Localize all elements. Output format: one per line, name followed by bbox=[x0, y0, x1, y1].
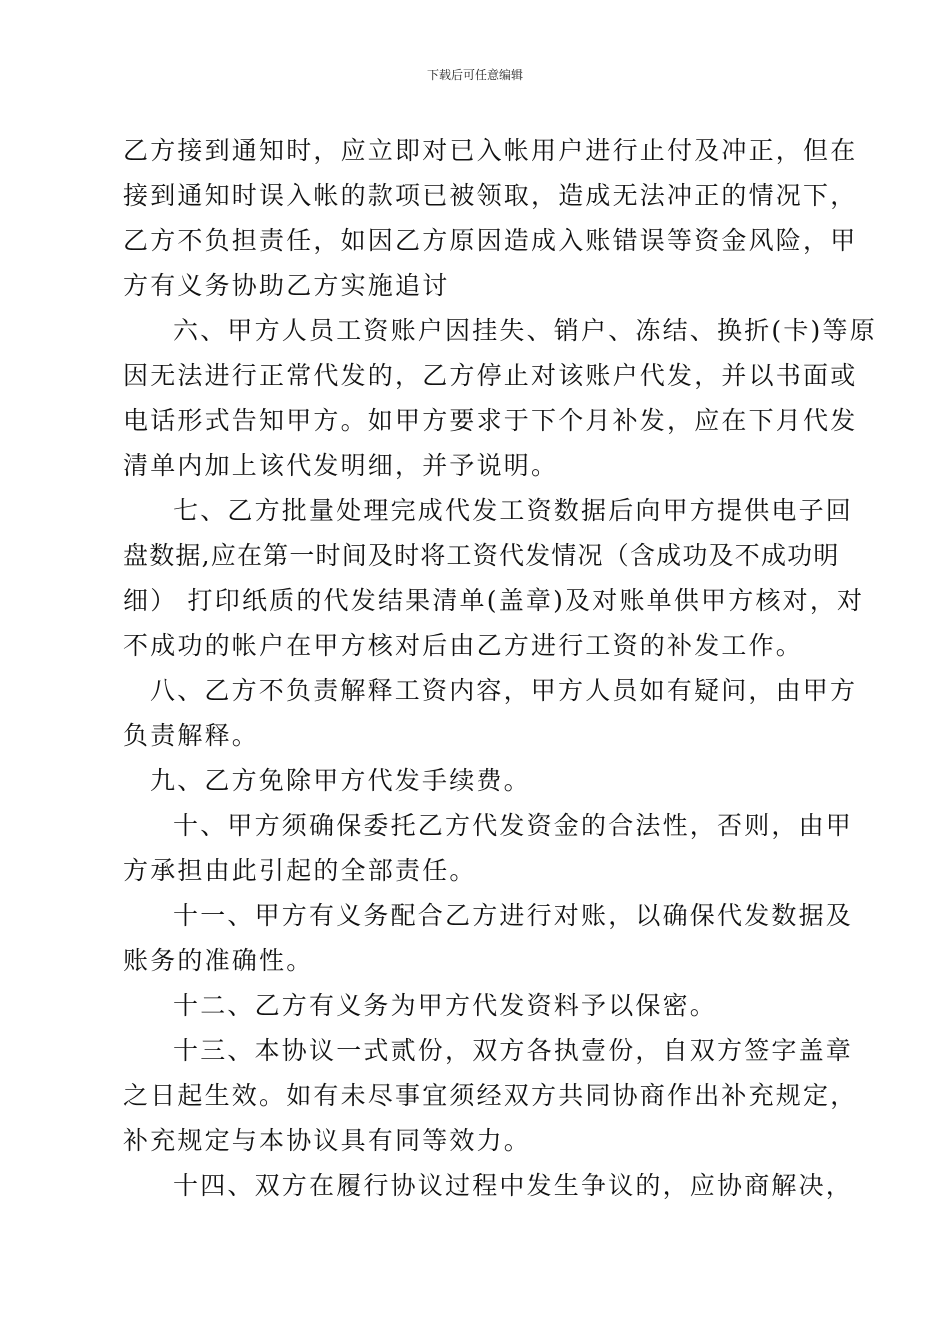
clause-12: 十二、乙方有义务为甲方代发资料予以保密。 bbox=[173, 991, 718, 1020]
text-line: 负责解释。 bbox=[123, 721, 260, 750]
text-line: 因无法进行正常代发的，乙方停止对该账户代发，并以书面或 bbox=[123, 361, 858, 390]
text-line: 盘数据,应在第一时间及时将工资代发情况（含成功及不成功明 bbox=[123, 541, 840, 570]
text-line: 电话形式告知甲方。如甲方要求于下个月补发，应在下月代发 bbox=[123, 406, 858, 435]
clause-6-start: 六、甲方人员工资账户因挂失、销户、冻结、换折(卡)等原 bbox=[173, 316, 877, 345]
clause-13-start: 十三、本协议一式贰份，双方各执壹份，自双方签字盖章 bbox=[173, 1036, 854, 1065]
clause-11-start: 十一、甲方有义务配合乙方进行对账，以确保代发数据及 bbox=[173, 901, 854, 930]
text-line: 细） 打印纸质的代发结果清单(盖章)及对账单供甲方核对，对 bbox=[123, 586, 865, 615]
text-line: 乙方接到通知时，应立即对已入帐用户进行止付及冲正，但在 bbox=[123, 136, 858, 165]
clause-8-start: 八、乙方不负责解释工资内容，甲方人员如有疑问，由甲方 bbox=[150, 676, 858, 705]
page-header: 下载后可任意编辑 bbox=[426, 68, 523, 82]
text-line: 清单内加上该代发明细，并予说明。 bbox=[123, 451, 559, 480]
text-line: 补充规定与本协议具有同等效力。 bbox=[123, 1126, 532, 1155]
text-line: 不成功的帐户在甲方核对后由乙方进行工资的补发工作。 bbox=[123, 631, 804, 660]
clause-7-start: 七、乙方批量处理完成代发工资数据后向甲方提供电子回 bbox=[173, 496, 854, 525]
text-line: 方有义务协助乙方实施追讨 bbox=[123, 271, 450, 300]
clause-9: 九、乙方免除甲方代发手续费。 bbox=[150, 766, 531, 795]
text-line: 乙方不负担责任，如因乙方原因造成入账错误等资金风险，甲 bbox=[123, 226, 858, 255]
clause-14-start: 十四、双方在履行协议过程中发生争议的，应协商解决， bbox=[173, 1171, 854, 1200]
document-body bbox=[123, 128, 877, 1208]
text-line: 方承担由此引起的全部责任。 bbox=[123, 856, 477, 885]
text-line: 接到通知时误入帐的款项已被领取，造成无法冲正的情况下， bbox=[123, 181, 858, 210]
clause-10-start: 十、甲方须确保委托乙方代发资金的合法性，否则，由甲 bbox=[173, 811, 854, 840]
text-line: 之日起生效。如有未尽事宜须经双方共同协商作出补充规定， bbox=[123, 1081, 858, 1110]
text-line: 账务的准确性。 bbox=[123, 946, 314, 975]
